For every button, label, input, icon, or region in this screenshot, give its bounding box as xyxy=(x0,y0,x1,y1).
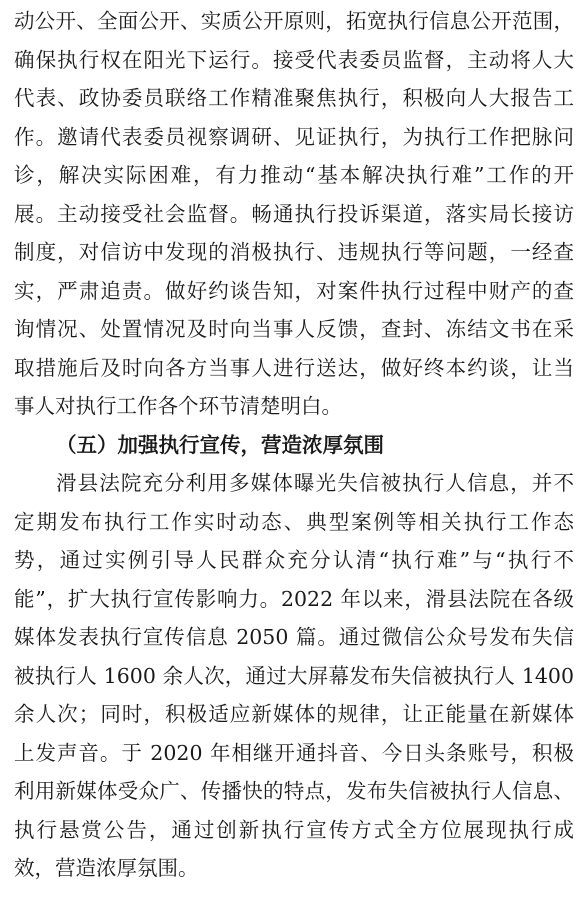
text-line: 能”，扩大执行宣传影响力。2022 年以来，滑县法院在各级 xyxy=(14,586,574,611)
text-line: 定期发布执行工作实时动态、典型案例等相关执行工作态 xyxy=(14,509,574,534)
paragraph-publicity xyxy=(14,464,574,888)
text-line: 展。主动接受社会监督。畅通执行投诉渠道，落实局长接访 xyxy=(14,201,574,226)
section-heading: （五）加强执行宣传，营造浓厚氛围 xyxy=(56,432,384,457)
text-line: 代表、政协委员联络工作精准聚焦执行，积极向人大报告工 xyxy=(14,86,574,110)
text-line: 媒体发表执行宣传信息 2050 篇。通过微信公众号发布失信 xyxy=(14,625,574,649)
text-line: 余人次；同时，积极适应新媒体的规律，让正能量在新媒体 xyxy=(14,702,574,726)
text-line: 势，通过实例引导人民群众充分认清“执行难”与“执行不 xyxy=(14,548,574,572)
text-line: 利用新媒体受众广、传播快的特点，发布失信被执行人信息、 xyxy=(14,779,574,803)
text-line: 上发声音。于 2020 年相继开通抖音、今日头条账号，积极 xyxy=(14,740,574,765)
text-line: 取措施后及时向各方当事人进行送达，做好终本约谈，让当 xyxy=(14,355,574,380)
text-line: 动公开、全面公开、实质公开原则，拓宽执行信息公开范围， xyxy=(14,9,574,33)
text-line: 询情况、处置情况及时向当事人反馈，查封、冻结文书在采 xyxy=(14,317,574,341)
text-line: 执行悬赏公告，通过创新执行宣传方式全方位展现执行成 xyxy=(14,817,574,842)
text-line: 诊，解决实际困难，有力推动“基本解决执行难”工作的开 xyxy=(14,163,574,187)
text-line: 被执行人 1600 余人次，通过大屏幕发布失信被执行人 1400 xyxy=(14,663,574,688)
text-line: 事人对执行工作各个环节清楚明白。 xyxy=(14,394,342,418)
text-line: 滑县法院充分利用多媒体曝光失信被执行人信息，并不 xyxy=(56,471,574,495)
paragraph-disclosure xyxy=(14,2,574,426)
text-line: 制度，对信访中发现的消极执行、违规执行等问题，一经查 xyxy=(14,240,574,264)
text-line: 作。邀请代表委员视察调研、见证执行，为执行工作把脉问 xyxy=(14,124,574,149)
text-line: 实，严肃追责。做好约谈告知，对案件执行过程中财产的查 xyxy=(14,278,574,303)
text-line: 确保执行权在阳光下运行。接受代表委员监督，主动将人大 xyxy=(14,47,574,72)
text-line: 效，营造浓厚氛围。 xyxy=(14,856,199,880)
